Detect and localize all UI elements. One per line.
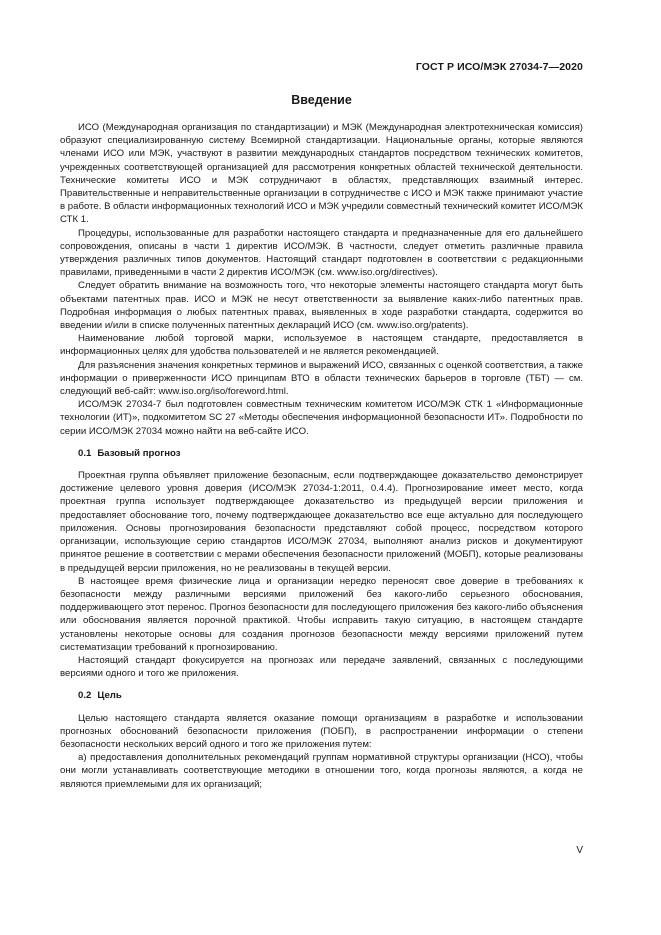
section-paragraph: Проектная группа объявляет приложение безопасным, если подтверждающее доказательство демонстрирует достижение целевого уровня доверия (ИСО/МЭК 27034-1:2011, 0.4.4). Прогнозирование имеет место, когда проектная группа использует подтверждающее доказательство из предыдущей версии приложения и предоставляет обоснование того, почему подтверждающее доказательство все еще актуально для последующего приложения. Основы прогнозирования безопасности представляют собой процесс, посредством которого организации, использующие серию стандартов ИСО/МЭК 27034, выполняют анализ рисков и документируют принятое решение в соответствии с мерами обеспечения безопасности приложений (МОБП), которые реализованы в предыдущей версии приложения, но не реализованы в текущей версии. — [60, 470, 583, 574]
list-item: а) предоставления дополнительных рекомендаций группам нормативной структуры организации (НСО), чтобы они могли устанавливать соответствующие методики в отношении того, когда прогнозы являются, а когда не являются приемлемыми для их организаций; — [60, 752, 583, 790]
intro-paragraph: Процедуры, использованные для разработки настоящего стандарта и предназначенные для его дальнейшего сопровождения, описаны в части 1 директив ИСО/МЭК. В частности, следует отметить различные правила утверждения различных типов документов. Настоящий стандарт подготовлен в соответствии с редакционными правилами, приведенными в части 2 директив ИСО/МЭК (см. www.iso.org/directives). — [60, 227, 583, 279]
intro-paragraph: ИСО/МЭК 27034-7 был подготовлен совместным техническим комитетом ИСО/МЭК СТК 1 «Информационные технологии (ИТ)», подкомитетом SC 27 «Методы обеспечения информационной безопасности ИТ». Подробности по серии ИСО/МЭК 27034 можно найти на веб-сайте ИСО. — [60, 399, 583, 437]
section-heading-0-2 — [60, 689, 583, 702]
section-paragraph: Настоящий стандарт фокусируется на прогнозах или передаче заявлений, связанных с последующими версиями одного и того же приложения. — [60, 654, 583, 680]
section-paragraph: Целью настоящего стандарта является оказание помощи организациям в разработке и использовании прогнозных обоснований безопасности приложения (ПОБП), в распространении информации о степени безопасности нескольких версий одного и того же приложения путем: — [60, 712, 583, 750]
intro-paragraph: ИСО (Международная организация по стандартизации) и МЭК (Международная электротехническая комиссия) образуют специализированную систему Всемирной стандартизации. Национальные органы, которые являются членами ИСО или МЭК, участвуют в развитии международных стандартов посредством технических комитетов, учрежденных соответствующей организацией для рассмотрения конкретных областей технической деятельности. Технические комитеты ИСО и МЭК сотрудничают в областях, представляющих взаимный интерес. Правительственные и неправительственные организации в сотрудничестве с ИСО и МЭК также принимают участие в работе. В области информационных технологий ИСО и МЭК учредили совместный технический комитет ИСО/МЭК СТК 1. — [60, 122, 583, 226]
section-heading-0-1 — [60, 447, 583, 460]
document-code: ГОСТ Р ИСО/МЭК 27034-7—2020 — [415, 61, 583, 73]
section-title: Цель — [97, 690, 122, 702]
section-title: Базовый прогноз — [97, 447, 181, 459]
intro-paragraph: Наименование любой торговой марки, используемое в настоящем стандарте, предоставляется в информационных целях для удобства пользователей и не является рекомендацией. — [60, 333, 583, 358]
document-body — [60, 121, 583, 791]
intro-paragraph: Для разъяснения значения конкретных терминов и выражений ИСО, связанных с оценкой соответствия, а также информации о приверженности ИСО принципам ВТО в области технических барьеров в торговле (ТБТ) — см. следующий веб-сайт: www.iso.org/iso/foreword.html. — [60, 359, 583, 398]
document-page — [60, 0, 583, 935]
page-title: Введение — [291, 93, 352, 107]
section-number: 0.2 — [78, 690, 92, 702]
section-paragraph: В настоящее время физические лица и организации нередко переносят свое доверие в требованиях к безопасности между различными версиями приложений без какого-либо серьезного обоснования, поддерживающего этот перенос. Прогноз безопасности для последующего приложения без какого-либо объяснения или обоснования является порочной практикой. Чтобы исправить такую ситуацию, в настоящем стандарте установлены некоторые основы для создания прогнозов безопасности между версиями приложений путем систематизации требований к прогнозированию. — [60, 575, 583, 653]
page-number: V — [576, 845, 583, 856]
section-number: 0.1 — [78, 447, 92, 459]
intro-paragraph: Следует обратить внимание на возможность того, что некоторые элементы настоящего стандарта могут быть объектами патентных прав. ИСО и МЭК не несут ответственности за выявление каких-либо патентных прав. Подробная информация о любых патентных правах, выявленных в ходе разработки стандарта, содержится во введении и/или в списке полученных патентных деклараций ИСО (см. www.iso.org/patents). — [60, 280, 583, 332]
